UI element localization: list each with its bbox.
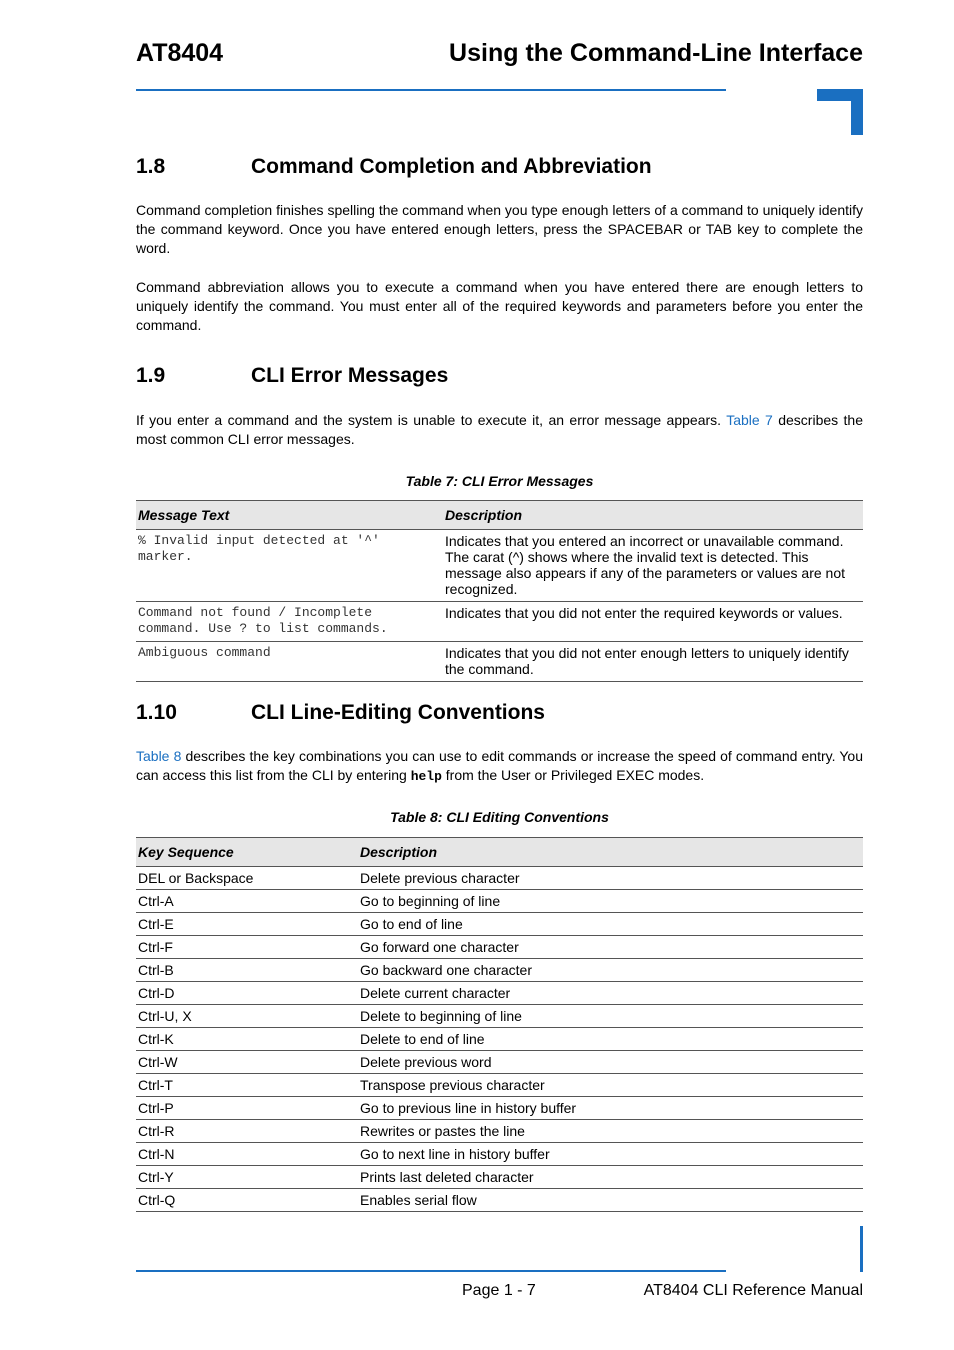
key-description: Go to next line in history buffer [358, 1143, 863, 1166]
column-header-message-text: Message Text [136, 501, 443, 530]
key-sequence: Ctrl-P [136, 1097, 358, 1120]
table-row [136, 1143, 863, 1166]
table-row [136, 959, 863, 982]
table-row [136, 913, 863, 936]
table-header-row [136, 501, 863, 530]
key-sequence: Ctrl-N [136, 1143, 358, 1166]
section-number-1-8: 1.8 [136, 155, 166, 178]
key-sequence: Ctrl-R [136, 1120, 358, 1143]
footer-manual-title: AT8404 CLI Reference Manual [643, 1282, 863, 1299]
table-row [136, 1051, 863, 1074]
key-description: Go forward one character [358, 936, 863, 959]
section-number-1-10: 1.10 [136, 701, 177, 724]
key-sequence: Ctrl-W [136, 1051, 358, 1074]
error-message-text: % Invalid input detected at '^' marker. [136, 530, 443, 602]
table-7-caption: Table 7: CLI Error Messages [405, 473, 594, 489]
key-sequence: Ctrl-A [136, 890, 358, 913]
section-title-cli-error-messages: CLI Error Messages [251, 364, 449, 387]
table-header-row [136, 838, 863, 867]
header-rule [136, 89, 726, 91]
footer-rule [136, 1270, 726, 1272]
table-row [136, 936, 863, 959]
key-description: Delete previous character [358, 867, 863, 890]
error-message-text: Command not found / Incomplete command. Use ? to list commands. [136, 602, 443, 642]
table-row [136, 1120, 863, 1143]
table-cli-error-messages [136, 500, 863, 682]
key-description: Delete to end of line [358, 1028, 863, 1051]
key-description: Prints last deleted character [358, 1166, 863, 1189]
paragraph-command-completion: Command completion finishes spelling the command when you type enough letters of a command to uniquely identify the command keyword. Once you have entered enough letters, press the SPACEBAR or TAB key to complete the word. [136, 202, 863, 257]
error-description: Indicates that you did not enter enough letters to uniquely identify the command. [443, 642, 863, 682]
key-description: Rewrites or pastes the line [358, 1120, 863, 1143]
table-row [136, 1189, 863, 1212]
column-header-description: Description [443, 501, 863, 530]
key-description: Delete previous word [358, 1051, 863, 1074]
header-chapter-title: Using the Command-Line Interface [449, 39, 863, 67]
table-row [136, 530, 863, 602]
key-description: Go backward one character [358, 959, 863, 982]
error-message-text: Ambiguous command [136, 642, 443, 682]
key-sequence: Ctrl-T [136, 1074, 358, 1097]
paragraph-error-messages: If you enter a command and the system is unable to execute it, an error message appears. Table 7 describes the most common CLI error messages. [136, 412, 863, 448]
key-sequence: Ctrl-F [136, 936, 358, 959]
table-row [136, 1074, 863, 1097]
paragraph-line-editing: Table 8 describes the key combinations you can use to edit commands or increase the speed of command entry. You can access this list from the CLI by entering help from the User or Privileged EXEC modes. [136, 748, 863, 785]
table-cli-editing-conventions [136, 837, 863, 1212]
section-title-command-completion: Command Completion and Abbreviation [251, 155, 652, 178]
table-row [136, 642, 863, 682]
footer-corner-bar [860, 1226, 863, 1272]
help-command-code: help [410, 769, 442, 785]
table-row [136, 1097, 863, 1120]
key-sequence: Ctrl-D [136, 982, 358, 1005]
section-number-1-9: 1.9 [136, 364, 166, 387]
table-8-link[interactable]: Table 8 [136, 748, 182, 764]
table-row [136, 867, 863, 890]
footer-page-number: Page 1 - 7 [462, 1282, 536, 1299]
table-row [136, 602, 863, 642]
key-description: Go to end of line [358, 913, 863, 936]
key-description: Go to previous line in history buffer [358, 1097, 863, 1120]
table-row [136, 1005, 863, 1028]
key-description: Go to beginning of line [358, 890, 863, 913]
section-title-line-editing: CLI Line-Editing Conventions [251, 701, 545, 724]
error-description: Indicates that you entered an incorrect or unavailable command. The carat (^) shows where the invalid text is detected. This message also appears if any of the parameters or values are not recognized. [443, 530, 863, 602]
key-sequence: Ctrl-B [136, 959, 358, 982]
table-row [136, 1028, 863, 1051]
key-sequence: DEL or Backspace [136, 867, 358, 890]
corner-decoration [817, 89, 863, 135]
column-header-key-sequence: Key Sequence [136, 838, 358, 867]
table-row [136, 1166, 863, 1189]
key-sequence: Ctrl-Q [136, 1189, 358, 1212]
key-description: Enables serial flow [358, 1189, 863, 1212]
key-sequence: Ctrl-K [136, 1028, 358, 1051]
key-sequence: Ctrl-E [136, 913, 358, 936]
paragraph-command-abbreviation: Command abbreviation allows you to execute a command when you have entered there are enough letters to uniquely identify the command. You must enter all of the required keywords and parameters before you enter the command. [136, 279, 863, 334]
header-product: AT8404 [136, 39, 224, 67]
key-description: Transpose previous character [358, 1074, 863, 1097]
key-description: Delete current character [358, 982, 863, 1005]
table-row [136, 890, 863, 913]
key-sequence: Ctrl-Y [136, 1166, 358, 1189]
key-sequence: Ctrl-U, X [136, 1005, 358, 1028]
table-7-link[interactable]: Table 7 [726, 412, 773, 428]
error-description: Indicates that you did not enter the required keywords or values. [443, 602, 863, 642]
table-8-caption: Table 8: CLI Editing Conventions [390, 809, 609, 825]
key-description: Delete to beginning of line [358, 1005, 863, 1028]
table-row [136, 982, 863, 1005]
column-header-description: Description [358, 838, 863, 867]
